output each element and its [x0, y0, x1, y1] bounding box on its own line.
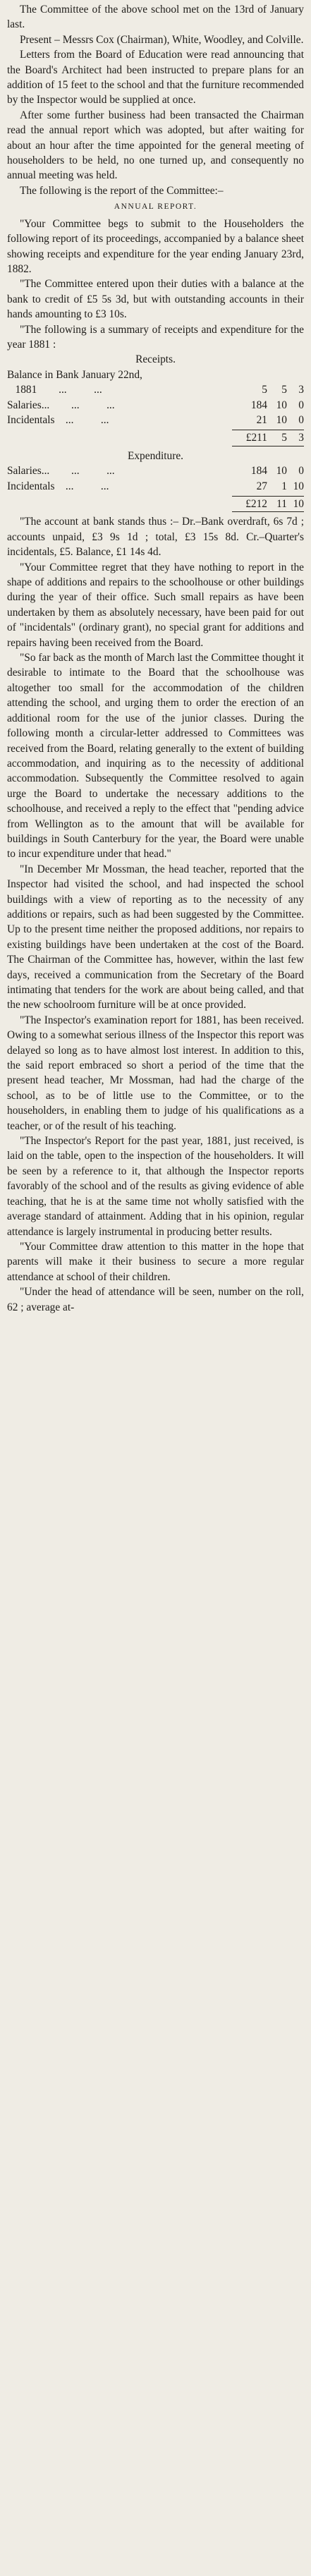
paragraph: Present – Messrs Cox (Chairman), White, Woodley, and Colville. [20, 33, 304, 46]
ledger-amount [232, 382, 304, 397]
amount-pence: 10 [293, 480, 304, 492]
paragraph: "Under the head of attendance will be seen, number on the roll, 62 ; average at- [7, 1286, 304, 1313]
section-heading: ANNUAL REPORT. [114, 202, 197, 212]
amount-pounds: £212 [245, 498, 267, 510]
ledger-total-row [7, 430, 304, 446]
ledger-row [7, 479, 304, 494]
paragraph: "So far back as the month of March last the Committee thought it desirable to intimate to the Board that the schoolhouse was altogether too small for the accommodation of the children attending the school, and urging them to order the erection of an additional room for the use of the junior classes. During the following month a circular-letter addressed to Committees was received from the Board, relating generally to the extent of building accommodation, and inquiring as to the necessity of additional accommodation. Subsequently the Committee resolved to again urge the Board to undertake the necessary additions to the schoolhouse, and received a reply to the effect that "pending advice from Wellington as to the amount that will be available for buildings in South Canterbury for the year, the Board were unable to incur expenditure under that head." [7, 652, 304, 861]
amount-shillings: 5 [281, 432, 287, 444]
amount-pounds: £211 [245, 432, 267, 444]
ledger-amount [232, 463, 304, 478]
paragraph: "In December Mr Mossman, the head teacher, reported that the Inspector had visited the school, and had inspected the school buildings with a view of reporting as to the necessity of any additions or repairs, such as had been suggested by the Committee. Up to the present time neither the proposed additions, nor repairs to existing buildings have been undertaken at the cost of the Board. The Chairman of the Committee has, however, within the last few days, received a communication from the Secretary of the Board intimating that tenders for the work are about being called, and that the new schoolroom furniture will be at once provided. [7, 863, 304, 1011]
amount-pence: 3 [298, 432, 304, 444]
ledger-row [7, 398, 304, 413]
paragraph: "The following is a summary of receipts and expenditure for the year 1881 : [7, 323, 304, 351]
ledger-amount [232, 413, 304, 427]
paragraph: "The Committee entered upon their duties with a balance at the bank to credit of £5 5s 3d, but with outstanding accounts in their hands amounting to £3 10s. [7, 278, 304, 321]
ledger-label: Incidentals ... ... [7, 480, 109, 492]
amount-pounds: 184 [250, 465, 267, 478]
paragraph: "Your Committee draw attention to this matter in the hope that parents will make it their business to secure a more regular attendance at school of their children. [7, 1240, 304, 1283]
ledger-label: Incidentals ... ... [7, 413, 109, 426]
ledger-amount [232, 496, 304, 512]
paragraph: The following is the report of the Committee:– [20, 184, 224, 197]
paragraph: Letters from the Board of Education were read announcing that the Board's Architect had been instructed to prepare plans for an addition of 15 feet to the school and that the furniture recommended by the Inspector would be supplied at once. [7, 49, 304, 107]
amount-pence: 0 [298, 465, 304, 478]
paragraph: "The account at bank stands thus :– Dr.–Bank overdraft, 6s 7d ; accounts unpaid, £3 9s 1d ; total, £3 15s 8d. Cr.–Quarter's incidentals, £5. Balance, £1 14s 4d. [7, 516, 304, 559]
paragraph: "The Inspector's examination report for 1881, has been received. Owing to a somewhat serious illness of the Inspector this report was delayed so long as to have almost lost interest. In addition to this, the said report embraced so short a period of the time that the present head teacher, Mr Mossman, had had the charge of the school, as to be of little use to the Committee, or to the householders, in enabling them to judge of his qualifications as a teacher, or of the result of his teaching. [7, 1014, 304, 1132]
ledger-amount [232, 398, 304, 413]
amount-pence: 0 [298, 413, 304, 426]
amount-pence: 10 [293, 498, 304, 510]
amount-pence: 0 [298, 399, 304, 411]
paragraph: "The Inspector's Report for the past year, 1881, just received, is laid on the table, open to the inspection of the householders. It will be seen by a reference to it, that although the Inspector reports favorably of the school and of the results as giving evidence of able teaching, that he is at the same time not wholly satisfied with the average standard of attainment. Adding that in his opinion, regular attendance is largely instrumental in producing better results. [7, 1135, 304, 1238]
amount-shillings: 10 [276, 413, 287, 426]
paragraph: "Your Committee regret that they have nothing to report in the shape of additions and repairs to the schoolhouse or other buildings during the year of their office. Such small repairs as have been undertaken by them as absolutely necessary, have been paid for out of "incidentals" (ordinary grant), no special grant for additions and repairs having been received from the Board. [7, 561, 304, 649]
paragraph: "Your Committee begs to submit to the Householders the following report of its proceedings, accompanied by a balance sheet showing receipts and expenditure for the year ending January 23rd, 1882. [7, 217, 304, 275]
ledger-row [7, 413, 304, 427]
subheading: Expenditure. [127, 449, 184, 462]
amount-pence: 3 [298, 384, 304, 396]
ledger-amount [232, 479, 304, 494]
amount-shillings: 10 [276, 399, 287, 411]
amount-pounds: 27 [256, 480, 267, 492]
amount-shillings: 10 [276, 465, 287, 478]
ledger-label: Salaries... ... ... [7, 399, 115, 411]
ledger-row [7, 463, 304, 478]
amount-shillings: 11 [276, 498, 287, 510]
ledger-label: Salaries... ... ... [7, 465, 115, 478]
amount-shillings: 5 [281, 384, 287, 396]
amount-pounds: 5 [262, 384, 267, 396]
ledger-row [7, 367, 304, 382]
ledger-total-row [7, 496, 304, 512]
ledger-row [7, 382, 304, 397]
amount-pounds: 21 [256, 413, 267, 426]
ledger-label: Balance in Bank January 22nd, [7, 368, 142, 381]
amount-pounds: 184 [250, 399, 267, 411]
amount-shillings: 1 [281, 480, 287, 492]
ledger-label: 1881 ... ... [7, 384, 102, 396]
paragraph: After some further business had been transacted the Chairman read the annual report which was adopted, but after waiting for about an hour after the time appointed for the general meeting of householders to be held, no one turned up, and consequently no annual meeting was held. [7, 109, 304, 182]
ledger-amount [232, 430, 304, 446]
subheading: Receipts. [135, 353, 176, 366]
paragraph: The Committee of the above school met on the 13rd of January last. [7, 4, 304, 31]
